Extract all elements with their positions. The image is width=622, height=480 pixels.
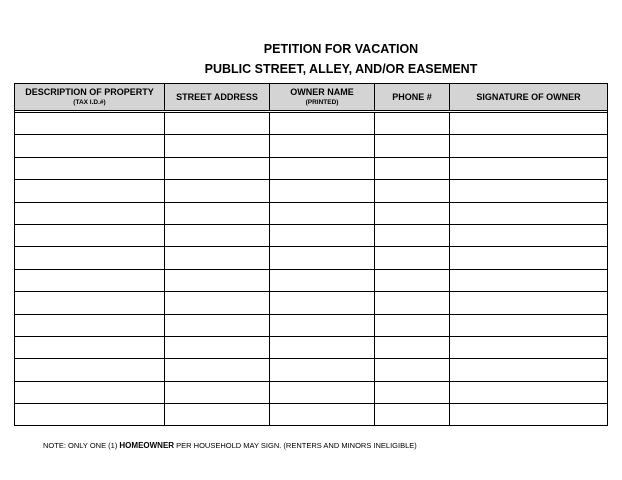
entry-cell[interactable] (165, 381, 270, 403)
entry-cell[interactable] (270, 113, 375, 135)
entry-cell[interactable] (165, 292, 270, 314)
table-row (15, 180, 608, 202)
petition-table (14, 83, 608, 426)
entry-cell[interactable] (450, 157, 608, 179)
entry-cell[interactable] (165, 359, 270, 381)
entry-cell[interactable] (270, 135, 375, 157)
entry-cell[interactable] (165, 269, 270, 291)
table-row (15, 202, 608, 224)
entry-cell[interactable] (375, 247, 450, 269)
column-header-label: SIGNATURE OF OWNER (476, 91, 581, 102)
table-row (15, 336, 608, 358)
entry-cell[interactable] (450, 135, 608, 157)
entry-cell[interactable] (375, 359, 450, 381)
column-header-sublabel: (TAX I.D.#) (73, 99, 106, 106)
column-header-label: OWNER NAME (290, 87, 354, 97)
entry-cell[interactable] (165, 314, 270, 336)
eligibility-note (43, 441, 417, 451)
entry-cell[interactable] (15, 269, 165, 291)
entry-cell[interactable] (450, 314, 608, 336)
entry-cell[interactable] (15, 135, 165, 157)
entry-cell[interactable] (270, 336, 375, 358)
entry-cell[interactable] (165, 135, 270, 157)
entry-cell[interactable] (270, 269, 375, 291)
entry-cell[interactable] (15, 292, 165, 314)
entry-cell[interactable] (450, 381, 608, 403)
column-header-sublabel: (PRINTED) (305, 99, 339, 106)
entry-cell[interactable] (375, 180, 450, 202)
column-header-label: STREET ADDRESS (176, 91, 258, 102)
form-subtitle: PUBLIC STREET, ALLEY, AND/OR EASEMENT (204, 62, 478, 76)
column-header-street-address (165, 84, 270, 111)
entry-cell[interactable] (15, 113, 165, 135)
entry-cell[interactable] (375, 157, 450, 179)
entry-cell[interactable] (165, 404, 270, 426)
entry-cell[interactable] (15, 224, 165, 246)
entry-cell[interactable] (15, 404, 165, 426)
entry-cell[interactable] (375, 336, 450, 358)
entry-cell[interactable] (375, 113, 450, 135)
entry-cell[interactable] (450, 247, 608, 269)
entry-cell[interactable] (165, 224, 270, 246)
entry-cell[interactable] (165, 180, 270, 202)
entry-cell[interactable] (450, 336, 608, 358)
entry-cell[interactable] (270, 202, 375, 224)
table-row (15, 359, 608, 381)
header-row (15, 84, 608, 111)
table-row (15, 113, 608, 135)
entry-cell[interactable] (450, 202, 608, 224)
entry-cell[interactable] (15, 202, 165, 224)
entry-cell[interactable] (375, 135, 450, 157)
entry-cell[interactable] (375, 404, 450, 426)
column-header-signature (450, 84, 608, 111)
entry-cell[interactable] (270, 224, 375, 246)
column-header-label: DESCRIPTION OF PROPERTY (25, 87, 154, 97)
column-header-description (15, 84, 165, 111)
entry-cell[interactable] (270, 157, 375, 179)
entry-cell[interactable] (270, 180, 375, 202)
entry-cell[interactable] (450, 404, 608, 426)
entry-cell[interactable] (450, 113, 608, 135)
entry-cell[interactable] (375, 314, 450, 336)
entry-cell[interactable] (375, 224, 450, 246)
column-header-owner-name (270, 84, 375, 111)
column-header-label: PHONE # (392, 91, 432, 102)
entry-cell[interactable] (270, 404, 375, 426)
table-row (15, 269, 608, 291)
entry-cell[interactable] (375, 381, 450, 403)
entry-cell[interactable] (15, 314, 165, 336)
table-row (15, 224, 608, 246)
table-row (15, 381, 608, 403)
entry-cell[interactable] (15, 336, 165, 358)
entry-cell[interactable] (165, 247, 270, 269)
entry-cell[interactable] (165, 113, 270, 135)
entry-cell[interactable] (15, 180, 165, 202)
entry-cell[interactable] (15, 359, 165, 381)
entry-cell[interactable] (270, 247, 375, 269)
entry-cell[interactable] (375, 292, 450, 314)
table-row (15, 247, 608, 269)
entry-cell[interactable] (165, 202, 270, 224)
column-header-phone (375, 84, 450, 111)
table-row (15, 157, 608, 179)
entry-cell[interactable] (450, 269, 608, 291)
entry-cell[interactable] (270, 292, 375, 314)
entry-cell[interactable] (15, 381, 165, 403)
table-row (15, 292, 608, 314)
entry-cell[interactable] (375, 202, 450, 224)
table-row (15, 404, 608, 426)
entry-cell[interactable] (450, 292, 608, 314)
note-suffix: PER HOUSEHOLD MAY SIGN. (RENTERS AND MINORS INELIGIBLE) (174, 441, 417, 450)
entry-cell[interactable] (450, 224, 608, 246)
entry-cell[interactable] (270, 381, 375, 403)
entry-cell[interactable] (270, 314, 375, 336)
note-prefix: NOTE: ONLY ONE (1) (43, 441, 120, 450)
table-row (15, 135, 608, 157)
form-title: PETITION FOR VACATION (263, 42, 419, 56)
entry-cell[interactable] (270, 359, 375, 381)
entry-cell[interactable] (165, 157, 270, 179)
table-row (15, 314, 608, 336)
entry-cell[interactable] (165, 336, 270, 358)
entry-cell[interactable] (450, 180, 608, 202)
note-emphasis: HOMEOWNER (119, 441, 175, 450)
entry-cell[interactable] (15, 157, 165, 179)
entry-cell[interactable] (15, 247, 165, 269)
entry-cell[interactable] (450, 359, 608, 381)
entry-cell[interactable] (375, 269, 450, 291)
